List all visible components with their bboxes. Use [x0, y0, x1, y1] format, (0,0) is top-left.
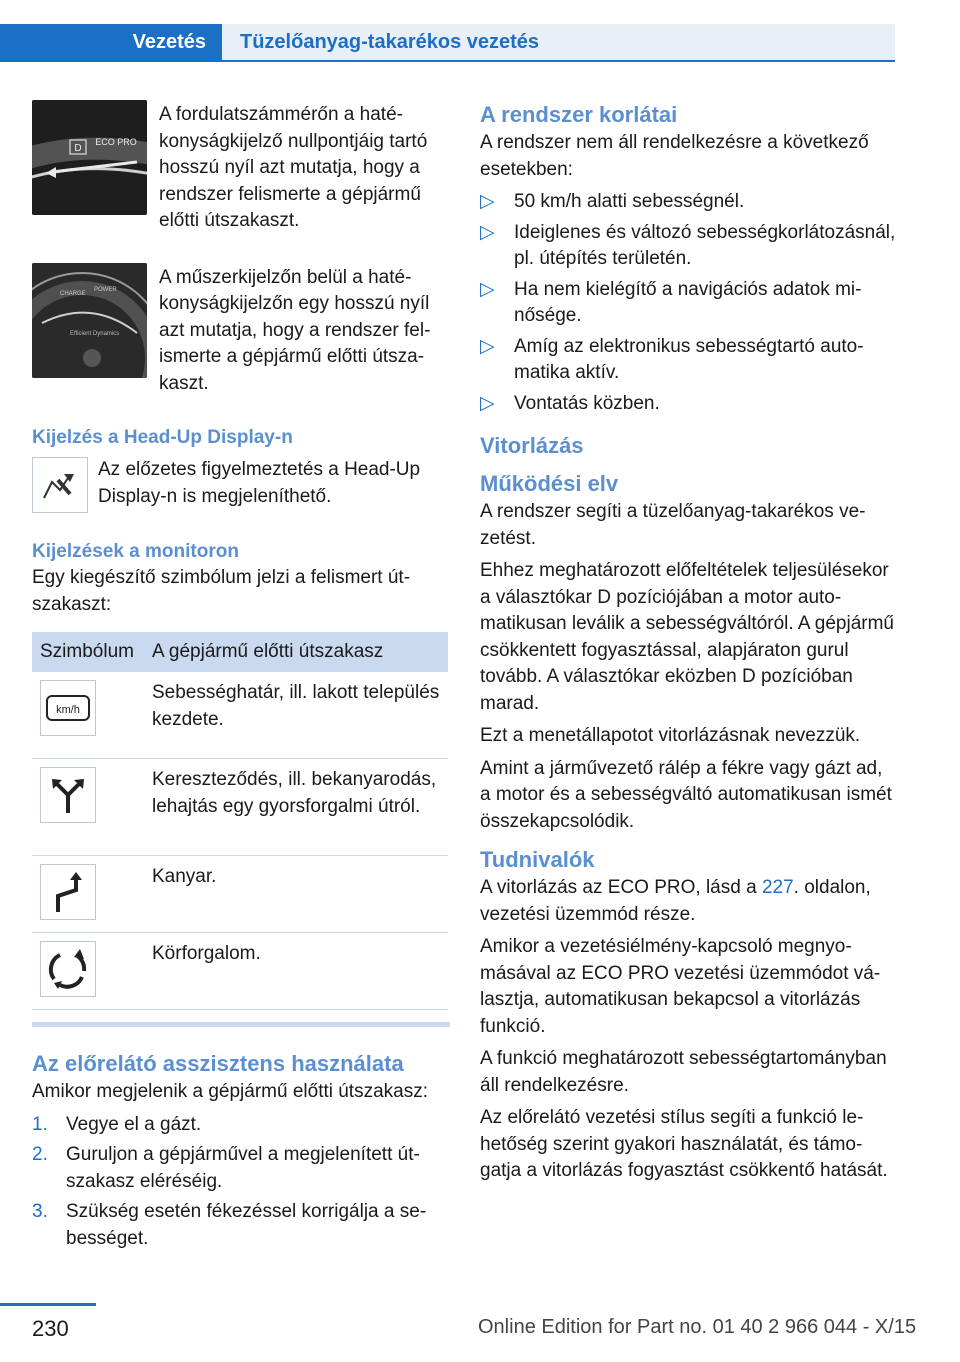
tachometer-caption: A fordulatszámmérőn a hatékonyságkijelző nullpontjáig tartó hosszú nyíl azt mutatja, hogy a rendszer felismerte a gépjármű előtti útszakaszt.	[159, 104, 428, 231]
notes-heading: Tudnivalók	[480, 847, 595, 872]
tachometer-figure	[32, 100, 450, 235]
page-header	[0, 24, 895, 60]
step-number: 1.	[32, 1113, 48, 1135]
hud-row	[32, 457, 450, 513]
bullet-icon: ▷	[480, 278, 495, 300]
kmh-sign-label: km/h	[56, 704, 80, 716]
list-item: ▷ Ideiglenes és változó sebességkorlátozásnál, pl. útépítés területén.	[480, 220, 896, 273]
charge-label: CHARGE	[60, 290, 86, 297]
principle-p1: A rendszer segíti a tüzelőanyag-takarékos vezetést.	[480, 501, 866, 549]
eco-pro-label: ECO PRO	[95, 137, 137, 147]
usage-intro: Amikor megjelenik a gépjármű előtti útszakasz:	[32, 1081, 429, 1102]
limits-list	[480, 189, 896, 417]
list-item: ▷ 50 km/h alatti sebességnél.	[480, 189, 896, 216]
list-item: ▷ Amíg az elektronikus sebességtartó automatika aktív.	[480, 334, 896, 387]
step-text: Vegye el a gázt.	[66, 1113, 202, 1135]
bullet-icon: ▷	[480, 335, 495, 357]
left-column	[32, 100, 450, 1256]
step-number: 3.	[32, 1201, 48, 1222]
table-row	[32, 856, 448, 933]
instrument-image	[32, 263, 147, 378]
table-bottom-rule	[32, 1022, 450, 1027]
principle-heading: Működési elv	[480, 471, 619, 496]
table-row	[32, 933, 448, 1010]
curve-icon	[40, 864, 96, 920]
bullet-icon: ▷	[480, 191, 495, 212]
hud-text: Az előzetes figyelmeztetés a Head-Up Display-n is megjeleníthető.	[98, 459, 421, 507]
list-item	[32, 1142, 450, 1195]
list-item	[32, 1112, 450, 1139]
step-text: Guruljon a gépjárművel a megjelenített útszakasz eléréséig.	[66, 1144, 420, 1192]
list-item: ▷ Ha nem kielégítő a navigációs adatok minősége.	[480, 277, 896, 330]
table-cell: Kanyar.	[144, 856, 448, 933]
bullet-icon: ▷	[480, 221, 495, 243]
limits-heading: A rendszer korlátai	[480, 102, 678, 127]
header-rule	[0, 60, 895, 62]
subsection-title: Tüzelőanyag-takarékos vezetés	[240, 31, 540, 53]
junction-icon	[40, 767, 96, 823]
table-header-symbol: Szimbólum	[32, 632, 144, 672]
table-row	[32, 672, 448, 759]
list-item: ▷ Vontatás közben.	[480, 391, 896, 418]
bullet-icon: ▷	[480, 392, 495, 414]
notes-p3: A funkció meghatározott sebességtartományban áll rendelkezésre.	[480, 1048, 887, 1096]
gear-label: D	[74, 143, 82, 154]
principle-p4: Amint a járművezető rálép a fékre vagy gázt ad, a motor és a sebességváltó automatikusan ismét összekapcsolódik.	[480, 757, 892, 832]
sailing-heading: Vitorlázás	[480, 433, 584, 458]
table-header-row	[32, 632, 448, 672]
table-header-description: A gépjármű előtti útszakasz	[144, 632, 448, 672]
right-column	[480, 100, 896, 1191]
hud-heading: Kijelzés a Head-Up Display-n	[32, 427, 293, 448]
instrument-figure	[32, 263, 450, 398]
efficient-label: Efficient Dynamics	[70, 330, 120, 337]
section-tab[interactable]: Vezetés	[0, 24, 222, 60]
table-cell: Sebességhatár, ill. lakott település kezdete.	[144, 672, 448, 759]
table-cell: Körforgalom.	[144, 933, 448, 1010]
roundabout-icon	[40, 941, 96, 997]
page-number: 230	[32, 1316, 69, 1341]
notes-p4: Az előrelátó vezetési stílus segíti a funkció lehetőség szerint gyakori használatát, és támogatja a vitorlázás fogyasztást csökkentő hatását.	[480, 1107, 888, 1181]
notes-p1: A vitorlázás az ECO PRO, lásd a 227. oldalon, vezetési üzemmód része.	[480, 877, 871, 925]
step-text: Szükség esetén fékezéssel korrigálja a sebességet.	[66, 1201, 427, 1249]
principle-p3: Ezt a menetállapotot vitorlázásnak nevezzük.	[480, 725, 861, 746]
symbol-table	[32, 632, 448, 1010]
principle-p2: Ehhez meghatározott előfeltételek teljesülésekor a választókar D pozíciójában a motor automatikusan leválik a sebességváltóról. A gépjármű csökkentett fogyasztással, alapjáraton gurul tovább. A választókar eközben D pozícióban marad.	[480, 560, 895, 714]
limits-intro: A rendszer nem áll rendelkezésre a következő esetekben:	[480, 132, 869, 180]
table-row	[32, 759, 448, 856]
tachometer-image	[32, 100, 147, 215]
hud-warning-icon	[32, 457, 88, 513]
monitor-text: Egy kiegészítő szimbólum jelzi a felismert útszakaszt:	[32, 567, 411, 615]
page-link[interactable]: 227	[761, 877, 794, 898]
step-number: 2.	[32, 1144, 48, 1165]
table-cell: Kereszteződés, ill. bekanyarodás, lehajtás egy gyorsforgalmi útról.	[144, 759, 448, 856]
footer-rule	[0, 1303, 96, 1306]
steps-list	[32, 1112, 450, 1253]
notes-p2: Amikor a vezetésiélmény-kapcsoló megnyomásával az ECO PRO vezetési üzemmódot választja, automatikusan bekapcsol a vitorlázás funkció.	[480, 936, 881, 1037]
power-label: POWER	[94, 286, 117, 293]
monitor-heading: Kijelzések a monitoron	[32, 541, 239, 562]
instrument-caption: A műszerkijelzőn belül a hatékonyságkijelzőn egy hosszú nyíl azt mutatja, hogy a rendszer felismerte a gépjármű előtti útszakaszt.	[159, 266, 431, 394]
edition-text: Online Edition for Part no. 01 40 2 966 044 - X/15	[478, 1316, 917, 1338]
list-item	[32, 1199, 450, 1252]
usage-heading: Az előrelátó asszisztens használata	[32, 1051, 404, 1076]
kmh-sign-icon	[40, 680, 96, 736]
